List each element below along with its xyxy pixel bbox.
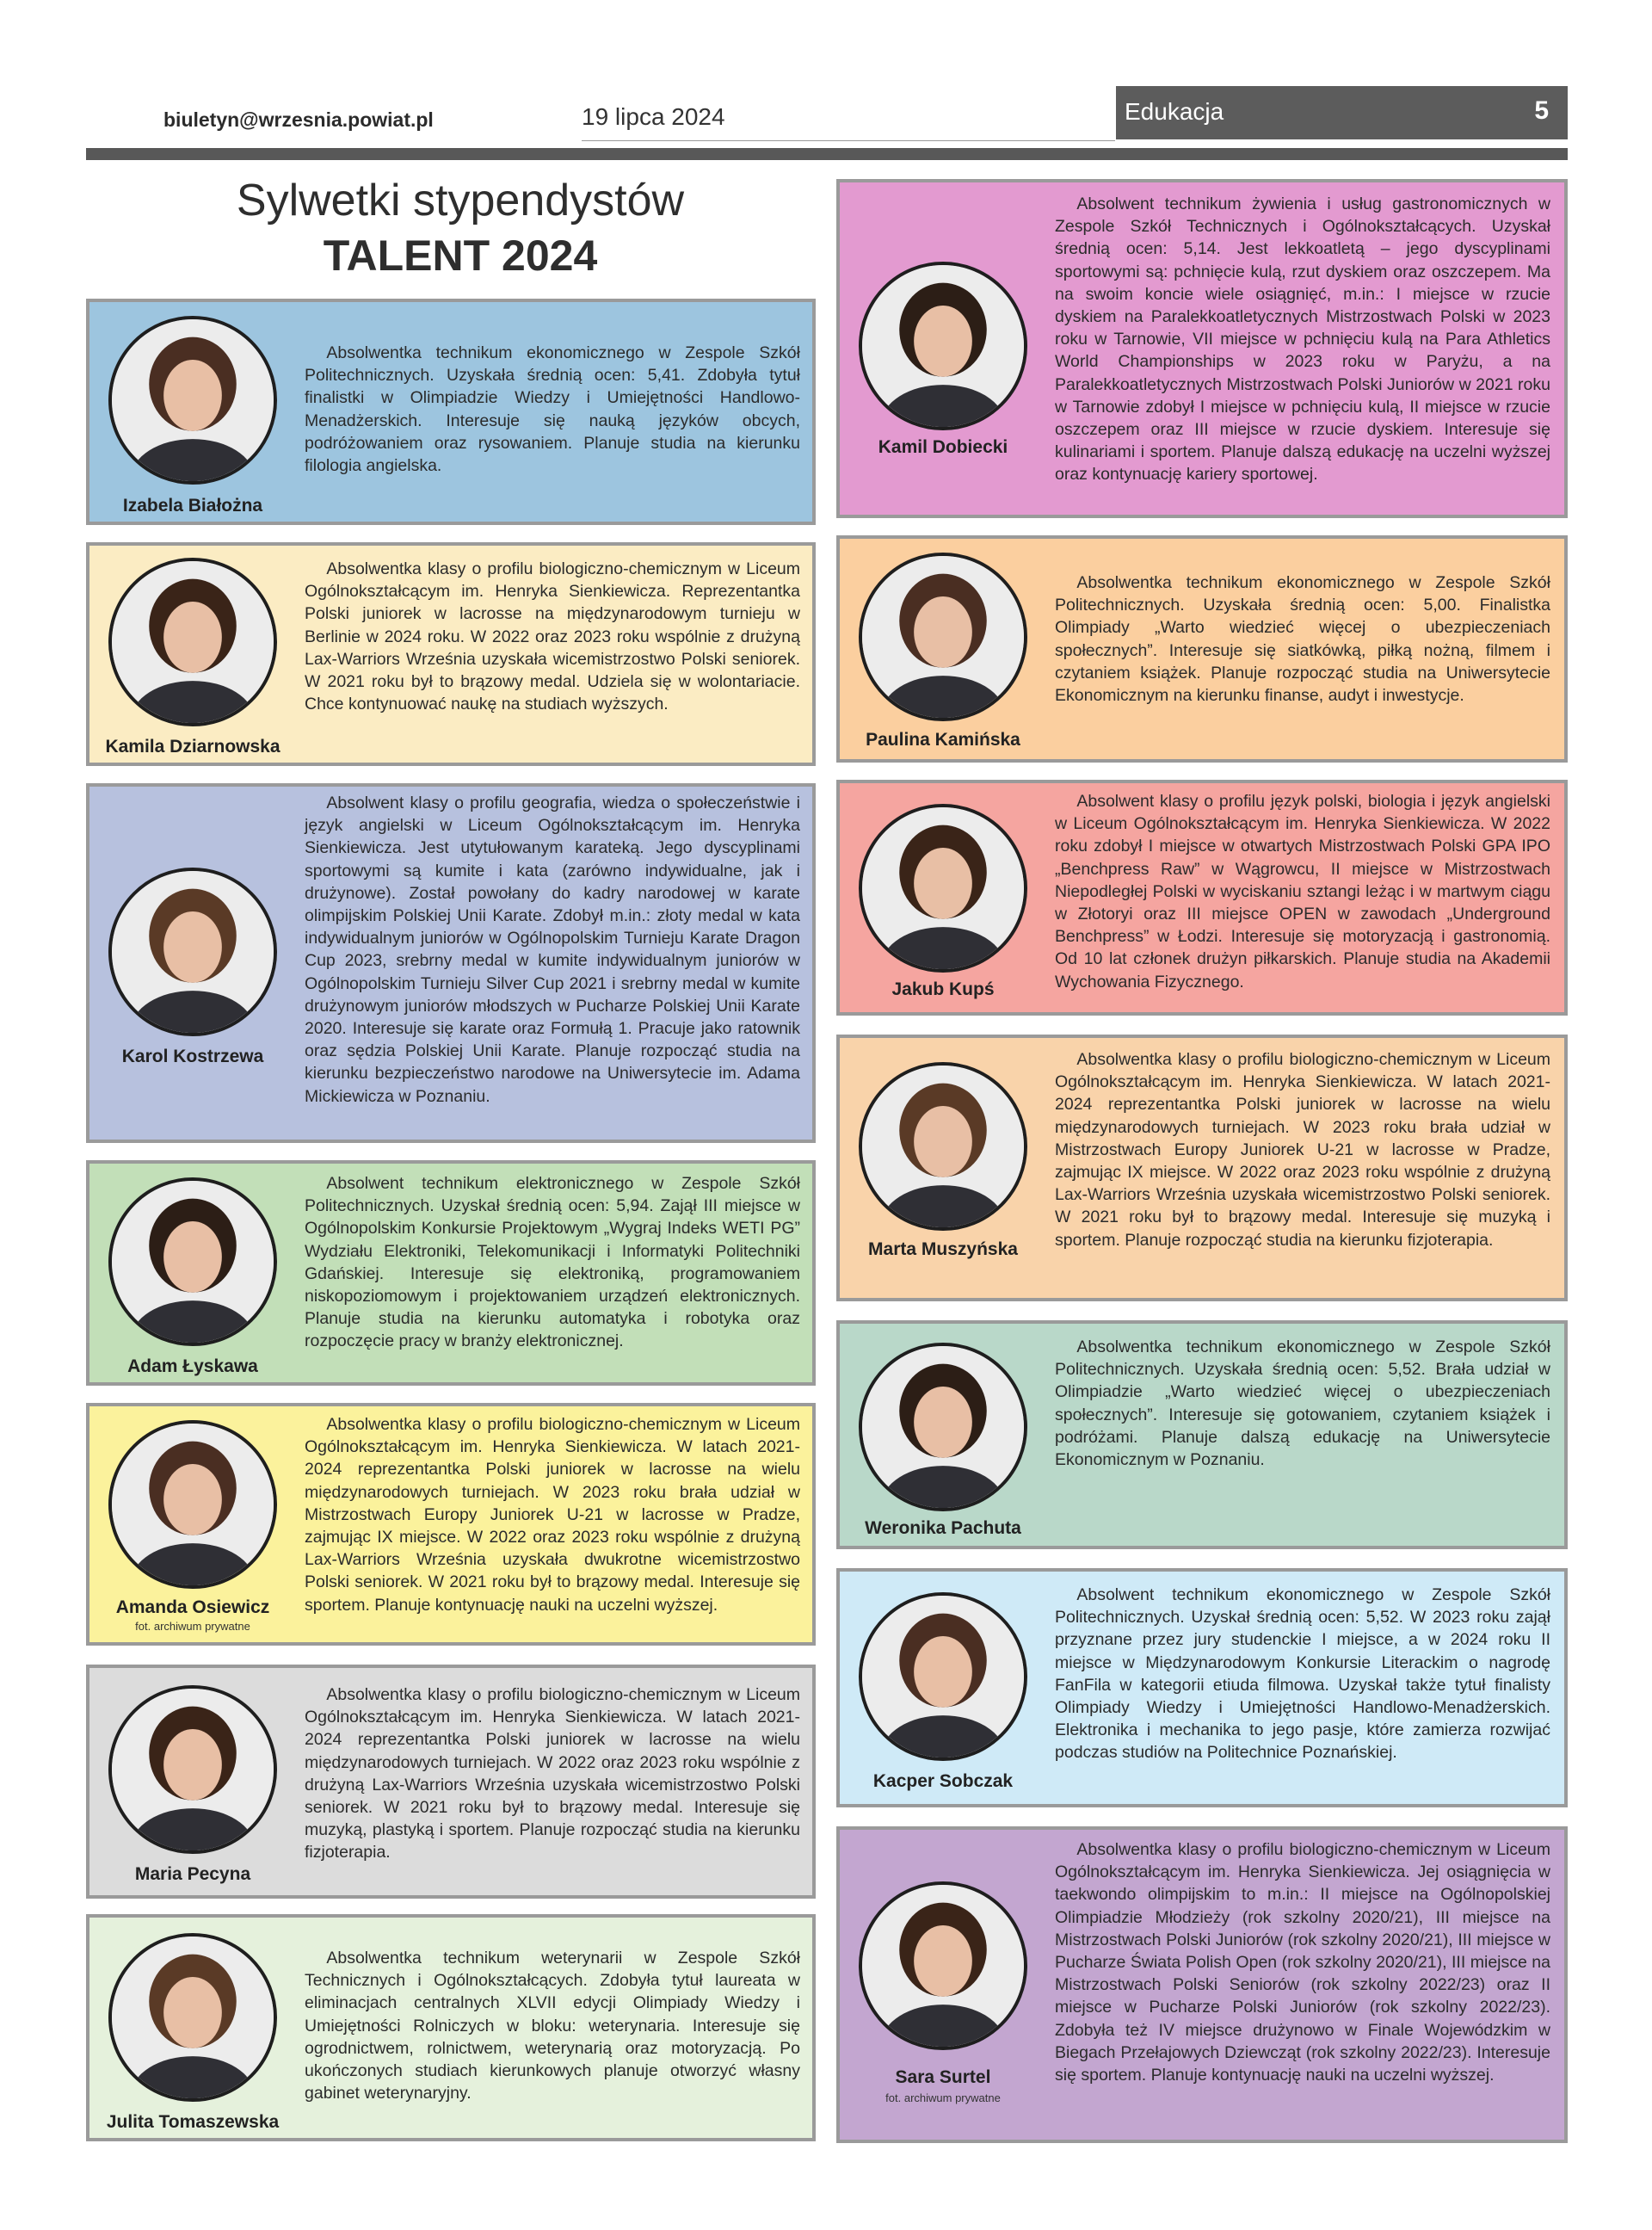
header-rule	[582, 140, 1115, 141]
portrait-placeholder	[112, 1937, 274, 2098]
profile-name: Maria Pecyna	[134, 1864, 251, 1884]
profile-name: Izabela Białożna	[122, 496, 263, 516]
profile-bio: Absolwent technikum ekonomicznego w Zespole Szkół Politechnicznych. Uzyskał średnią ocen: 5,52. W 2023 roku zajął przyznane przez jury studenckie I miejsce, a w 2024 roku II miejsce w Międzynarodowym Konkursie Literackim o nagrodę FanFila w kategorii etiuda filmowa. Uzyskał także tytuł finalisty Olimpiady Wiedzy i Umiejętności Handlowo-Menadżerskich. Elektronika i mechanika to jego pasje, które zamierza rozwijać podczas studiów na Politechnice Poznańskiej.	[1055, 1585, 1550, 1763]
avatar	[859, 262, 1027, 430]
profile-bio: Absolwentka technikum ekonomicznego w Zespole Szkół Politechnicznych. Uzyskała średnią ocen: 5,41. Zdobyła tytuł finalistki w Olimpiadzie Wiedzy i Umiejętności Handlowo-Menadżerskich. Interesuje się nauką języków obcych, podróżowaniem oraz rysowaniem. Planuje studia na kierunku filologia angielska.	[305, 343, 800, 476]
portrait-placeholder	[862, 1885, 1024, 2047]
profile-name: Kacper Sobczak	[872, 1771, 1014, 1791]
avatar	[108, 1685, 277, 1854]
avatar	[859, 1881, 1027, 2050]
avatar	[108, 1933, 277, 2102]
portrait-placeholder	[862, 1346, 1024, 1508]
profile-card-adam	[86, 1160, 816, 1386]
profile-card-jakub	[836, 780, 1568, 1016]
portrait-placeholder	[862, 1596, 1024, 1757]
header-date: 19 lipca 2024	[582, 103, 725, 130]
profile-bio: Absolwent technikum żywienia i usług gastronomicznych w Zespole Szkół Technicznych i Ogólnokształcących. Uzyskał średnią ocen: 5,14. Jest lekkoatletą – jego dyscyplinami sportowymi są: pchnięcie kulą, rzut dyskiem oraz oszczepem. Ma na swoim koncie wiele osiągnięć, m.in.: I miejsce w rzucie dyskiem na Paralekkoatletycznych Mistrzostwach Polski w 2023 roku w Tarnowie, VII miejsce w pchnięciu kulą na Para Athletics World Championships w 2023 roku w Paryżu, a na Paralekkoatletycznych Mistrzostwach Polski Juniorów w 2021 roku w Tarnowie zdobył I miejsce w pchnięciu kulą, II miejsce w rzucie oszczepem oraz III miejsce w rzucie dyskiem. Interesuje się kulinariami i sportem. Planuje dalszą edukację na uczelni wyższej oraz kontynuację kariery sportowej.	[1055, 195, 1550, 485]
profile-bio: Absolwentka technikum weterynarii w Zespole Szkół Technicznych i Ogólnokształcących. Zdobyła tytuł laureata w eliminacjach centralnych XLVII edycji Olimpiady Wiedzy i Umiejętności Rolniczych w bloku: weterynaria. Interesuje się ogrodnictwem, rolnictwem, weterynarią oraz motoryzacją. Po ukończonych studiach kierunkowych planuje otworzyć własny gabinet weterynaryjny.	[305, 1949, 800, 2103]
profile-card-paulina	[836, 535, 1568, 763]
profile-bio: Absolwentka klasy o profilu biologiczno-chemicznym w Liceum Ogólnokształcącym im. Henryka Sienkiewicza. Jej osiągnięcia w taekwondo olimpijskim to m.in.: II miejsce na Ogólnopolskiej Olimpiadzie Młodzieży (rok szkolny 2020/21), III miejsce na Mistrzostwach Polski Juniorów (rok szkolny 2020/21), III miejsce w Pucharze Świata Polish Open (rok szkolny 2020/21), III miejsce na Mistrzostwach Polski Seniorów (rok szkolny 2022/23) oraz II miejsce w Pucharze Polski Juniorów (rok szkolny 2022/23). Zdobyła też IV miejsce drużynowo w Finale Wojewódzkim w Biegach Przełajowych Dziewcząt (rok szkolny 2022/23). Interesuje się sportem. Planuje kontynuację nauki na uczelni wyższej.	[1055, 1840, 1550, 2085]
profile-name: Amanda Osiewicz	[115, 1597, 270, 1617]
profile-card-julita	[86, 1914, 816, 2141]
profile-name: Paulina Kamińska	[866, 730, 1020, 750]
profile-card-izabela	[86, 299, 816, 525]
profile-name: Julita Tomaszewska	[106, 2112, 280, 2132]
portrait-placeholder	[862, 1066, 1024, 1227]
profile-name: Kamila Dziarnowska	[105, 737, 280, 757]
profile-bio: Absolwent klasy o profilu geografia, wiedza o społeczeństwie i język angielski w Liceum Ogólnokształcącym im. Henryka Sienkiewicza. Jest utytułowanym karateką. Jego dyscyplinami sportowymi są kumite i kata (zarówno indywidualne, jak i drużynowe). Został powołany do kadry narodowej w karate olimpijskim Polskiej Unii Karate. Zdobył m.in.: złoty medal w kata indywidualnym juniorów w Ogólnopolskim Turnieju Karate Dragon Cup 2023, srebrny medal w kumite indywidualnym juniorów w Ogólnopolskim Turnieju Silver Cup 2021 i srebrny medal w kumite drużynowym juniorów młodszych w Pucharze Polskiej Unii Karate 2020. Interesuje się karate oraz Formułą 1. Pracuje jako ratownik oraz sędzia Polskiej Unii Karate. Planuje rozpocząć studia na kierunku bezpieczeństwo narodowe na Uniwersytecie im. Adama Mickiewicza w Poznaniu.	[305, 794, 800, 1106]
photo-credit: fot. archiwum prywatne	[135, 1620, 250, 1633]
profile-card-marta	[836, 1035, 1568, 1301]
portrait-placeholder	[112, 1181, 274, 1343]
portrait-placeholder	[112, 319, 274, 481]
avatar	[108, 1177, 277, 1346]
profile-bio: Absolwentka klasy o profilu biologiczno-chemicznym w Liceum Ogólnokształcącym im. Henryka Sienkiewicza. W latach 2021-2024 reprezentantka Polski juniorek w lacrosse na wielu międzynarodowych turniejach. W 2022 oraz 2023 roku wspólnie z drużyną Lax-Warriors Września uzyskała wicemistrzostwo Polski seniorek. W 2021 roku był to brązowy medal. Interesuje się muzyką, plastyką i sportem. Planuje rozpocząć studia na kierunku fizjoterapia.	[305, 1685, 800, 1862]
profile-card-karol	[86, 783, 816, 1143]
profile-name: Weronika Pachuta	[865, 1518, 1021, 1538]
avatar	[108, 558, 277, 726]
header-email: biuletyn@wrzesnia.powiat.pl	[163, 108, 434, 131]
avatar	[859, 804, 1027, 973]
profile-bio: Absolwentka klasy o profilu biologiczno-chemicznym w Liceum Ogólnokształcącym im. Henryka Sienkiewicza. W latach 2021-2024 reprezentantka Polski juniorek w lacrosse na wielu międzynarodowych turniejach. W 2023 roku brała udział w Mistrzostwach Europy Juniorek U-21 w lacrosse w Pradze, zajmując IX miejsce. W 2022 oraz 2023 roku wspólnie z drużyną Lax-Warriors Września uzyskała dwukrotne wicemistrzostwo Polski seniorek. W 2021 roku był to brązowy medal. Interesuje się sportem. Planuje kontynuację nauki na uczelni wyższej.	[305, 1415, 800, 1615]
header-divider	[86, 148, 1568, 160]
profile-card-sara	[836, 1826, 1568, 2143]
avatar	[859, 553, 1027, 721]
profile-name: Adam Łyskawa	[127, 1356, 258, 1376]
avatar	[859, 1343, 1027, 1511]
page-title: Sylwetki stypendystów	[236, 176, 685, 225]
profile-card-kacper	[836, 1568, 1568, 1807]
profile-card-weronika	[836, 1320, 1568, 1549]
avatar	[108, 316, 277, 485]
portrait-placeholder	[112, 1424, 274, 1585]
portrait-placeholder	[112, 561, 274, 723]
profile-card-maria	[86, 1665, 816, 1899]
avatar	[859, 1062, 1027, 1231]
portrait-placeholder	[112, 1689, 274, 1850]
profile-bio: Absolwentka klasy o profilu biologiczno-chemicznym w Liceum Ogólnokształcącym im. Henryka Sienkiewicza. W latach 2021-2024 reprezentantka Polski juniorek w lacrosse na wielu międzynarodowych turniejach. W 2023 roku brała udział w Mistrzostwach Europy Juniorek U-21 w lacrosse w Pradze, zajmując IX miejsce. W 2022 oraz 2023 roku wspólnie z drużyną Lax-Warriors Września uzyskała wicemistrzostwo Polski seniorek. W 2021 roku był to brązowy medal. Interesuje się muzyką i sportem. Planuje rozpocząć studia na kierunku fizjoterapia.	[1055, 1050, 1550, 1250]
page-number: 5	[1534, 96, 1549, 125]
profile-name: Sara Surtel	[895, 2067, 991, 2087]
page-subtitle: TALENT 2024	[323, 232, 598, 280]
portrait-placeholder	[862, 556, 1024, 718]
profile-bio: Absolwentka technikum ekonomicznego w Zespole Szkół Politechnicznych. Uzyskała średnią ocen: 5,52. Brała udział w Olimpiadzie „Warto wiedzieć więcej o ubezpieczeniach społecznych”. Interesuje się gotowaniem, czytaniem książek i podróżami. Planuje dalszą edukację na Uniwersytecie Ekonomicznym w Poznaniu.	[1055, 1337, 1550, 1470]
profile-bio: Absolwent technikum elektronicznego w Zespole Szkół Politechnicznych. Uzyskał średnią ocen: 5,94. Zajął III miejsce w Ogólnopolskim Konkursie Projektowym „Wygraj Indeks WETI PG” Wydziału Elektroniki, Telekomunikacji i Informatyki Politechniki Gdańskiej. Interesuje się elektroniką, programowaniem niskopoziomowym i projektowaniem urządzeń elektronicznych. Planuje studia na kierunku automatyka i robotyka oraz rozpoczęcie pracy w branży elektronicznej.	[305, 1174, 800, 1351]
profile-name: Jakub Kupś	[891, 979, 995, 999]
portrait-placeholder	[862, 807, 1024, 969]
avatar	[108, 868, 277, 1036]
avatar	[859, 1592, 1027, 1761]
profile-bio: Absolwent klasy o profilu język polski, biologia i język angielski w Liceum Ogólnokształcącym im. Henryka Sienkiewicza. W 2022 roku zdobył I miejsce w otwartych Mistrzostwach Polski GPA IPO „Benchpress Raw” w Wągrowcu, II miejsce w Mistrzostwach Niepodległej Polski w wyciskaniu sztangi leżąc i w martwym ciągu w Złotoryi oraz III miejsce OPEN w zawodach „Underground Benchpress” w Łodzi. Interesuje się motoryzacją i gastronomią. Od 10 lat członek drużyn piłkarskich. Planuje studia na Akademii Wychowania Fizycznego.	[1055, 792, 1550, 991]
profile-name: Kamil Dobiecki	[878, 437, 1008, 457]
profile-bio: Absolwentka technikum ekonomicznego w Zespole Szkół Politechnicznych. Uzyskała średnią ocen: 5,00. Finalistka Olimpiady „Warto wiedzieć więcej o ubezpieczeniach społecznych”. Interesuje się siatkówką, piłką nożną, filmem i czytaniem książek. Planuje rozpocząć studia na Uniwersytecie Ekonomicznym na kierunku finanse, audyt i inwestycje.	[1055, 573, 1550, 706]
section-name: Edukacja	[1125, 98, 1224, 125]
profile-card-kamila	[86, 542, 816, 766]
profile-card-kamil	[836, 179, 1568, 518]
profile-name: Marta Muszyńska	[868, 1239, 1018, 1259]
photo-credit: fot. archiwum prywatne	[885, 2091, 1001, 2104]
portrait-placeholder	[862, 265, 1024, 427]
portrait-placeholder	[112, 871, 274, 1033]
profile-bio: Absolwentka klasy o profilu biologiczno-chemicznym w Liceum Ogólnokształcącym im. Henryka Sienkiewicza. Reprezentantka Polski juniorek w lacrosse na międzynarodowym turnieju w Berlinie w 2024 roku. W 2022 oraz 2023 roku wspólnie z drużyną Lax-Warriors Września uzyskała wicemistrzostwo Polski seniorek. W 2021 roku był to brązowy medal. Udziela się w wolontariacie. Chce kontynuować naukę na studiach wyższych.	[305, 559, 800, 714]
avatar	[108, 1420, 277, 1589]
profile-card-amanda	[86, 1403, 816, 1646]
profile-name: Karol Kostrzewa	[121, 1047, 264, 1066]
